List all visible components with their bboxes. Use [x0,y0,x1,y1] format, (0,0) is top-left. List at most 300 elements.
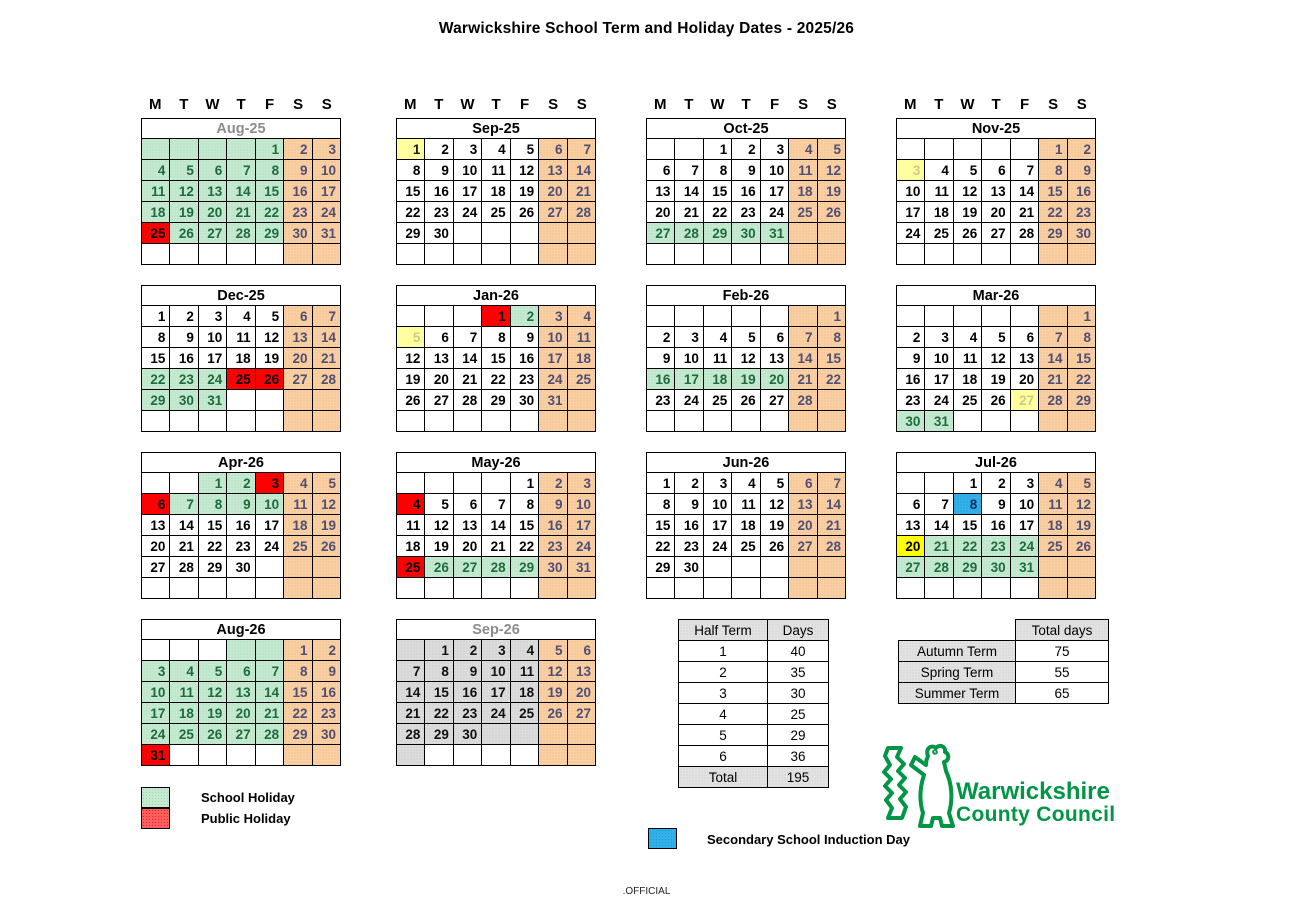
day-cell [1067,244,1095,265]
day-cell [703,411,731,432]
day-cell: 22 [510,536,538,557]
day-cell: 25 [142,223,170,244]
day-cell: 10 [312,160,340,181]
calendar-aug-26 [141,619,341,766]
day-cell [567,244,595,265]
day-cell: 14 [925,515,953,536]
day-cell: 11 [510,661,538,682]
day-cell: 30 [284,223,312,244]
day-cell: 14 [1039,348,1067,369]
day-cell: 28 [817,536,845,557]
day-cell: 5 [397,327,425,348]
day-cell: 21 [170,536,198,557]
day-cell: 12 [510,160,538,181]
day-cell [482,411,510,432]
day-cell: 18 [789,181,817,202]
day-cell: 26 [1067,536,1095,557]
day-cell: 18 [1039,515,1067,536]
day-cell: 8 [142,327,170,348]
day-cell [647,139,675,160]
day-cell: 3 [567,473,595,494]
weekday-header-row [646,96,846,116]
day-cell: 5 [312,473,340,494]
day-cell: 3 [198,306,226,327]
day-cell: 20 [453,536,481,557]
day-cell: 28 [170,557,198,578]
day-cell: 27 [539,202,567,223]
day-cell [397,473,425,494]
day-cell: 3 [312,139,340,160]
day-cell: 12 [255,327,283,348]
day-cell: 30 [982,557,1010,578]
total-label: Total [679,767,768,788]
day-cell: 11 [397,515,425,536]
weekday-label: S [576,96,587,113]
day-cell: 14 [453,348,481,369]
day-cell: 6 [1010,327,1038,348]
day-cell: 20 [142,536,170,557]
day-cell: 5 [760,473,788,494]
day-cell: 23 [647,390,675,411]
day-cell: 7 [789,327,817,348]
day-cell: 1 [703,139,731,160]
day-cell: 26 [255,369,283,390]
day-cell: 24 [760,202,788,223]
term-label: Spring Term [899,662,1016,683]
day-cell: 19 [170,202,198,223]
day-cell: 28 [1010,223,1038,244]
day-cell: 10 [1010,494,1038,515]
day-cell [170,745,198,766]
day-cell: 21 [397,703,425,724]
logo-line1: Warwickshire [956,778,1110,805]
day-cell: 18 [482,181,510,202]
weekday-label: S [826,96,837,113]
day-cell: 19 [397,369,425,390]
day-cell [142,411,170,432]
day-cell: 8 [425,661,453,682]
day-cell [925,306,953,327]
day-cell: 19 [982,369,1010,390]
day-cell [982,578,1010,599]
day-cell: 18 [732,515,760,536]
day-cell: 15 [817,348,845,369]
day-cell: 9 [675,494,703,515]
day-cell: 27 [453,557,481,578]
day-cell [397,306,425,327]
day-cell: 29 [397,223,425,244]
day-cell: 5 [953,160,981,181]
day-cell: 28 [789,390,817,411]
day-cell: 20 [567,682,595,703]
day-cell: 12 [397,348,425,369]
day-cell [760,306,788,327]
day-cell: 18 [567,348,595,369]
day-cell: 18 [925,202,953,223]
day-cell: 17 [703,515,731,536]
day-cell: 9 [227,494,255,515]
day-cell [1039,411,1067,432]
day-cell [312,411,340,432]
day-cell: 7 [312,306,340,327]
day-cell [539,724,567,745]
day-cell: 24 [539,369,567,390]
day-cell: 26 [397,390,425,411]
day-cell: 15 [510,515,538,536]
day-cell: 21 [567,181,595,202]
day-cell: 8 [953,494,981,515]
day-cell: 27 [567,703,595,724]
day-cell: 3 [539,306,567,327]
day-cell [732,578,760,599]
half-term-days: 35 [768,662,829,683]
day-cell: 22 [953,536,981,557]
day-cell: 13 [453,515,481,536]
half-term-number: 4 [679,704,768,725]
day-cell: 19 [255,348,283,369]
day-cell [397,578,425,599]
day-cell: 30 [425,223,453,244]
day-cell: 14 [397,682,425,703]
half-term-days: 25 [768,704,829,725]
day-cell: 7 [227,160,255,181]
day-cell: 28 [482,557,510,578]
day-cell: 19 [510,181,538,202]
day-cell: 31 [539,390,567,411]
day-cell: 7 [482,494,510,515]
day-cell: 18 [703,369,731,390]
half-term-number: 2 [679,662,768,683]
day-cell: 5 [255,306,283,327]
day-cell: 15 [255,181,283,202]
calendar-mar-26 [896,285,1096,432]
day-cell: 26 [312,536,340,557]
day-cell: 8 [647,494,675,515]
half-term-header: Half Term [679,620,768,641]
day-cell: 5 [539,640,567,661]
day-cell: 26 [817,202,845,223]
month-title: Mar-26 [897,286,1096,306]
day-cell: 20 [227,703,255,724]
day-cell: 19 [953,202,981,223]
day-cell [567,724,595,745]
half-term-table [678,619,829,788]
day-cell: 17 [1010,515,1038,536]
day-cell: 9 [453,661,481,682]
weekday-label: F [770,96,780,113]
day-cell: 23 [284,202,312,223]
day-cell: 21 [255,703,283,724]
day-cell [255,411,283,432]
day-cell: 1 [397,139,425,160]
day-cell [953,244,981,265]
day-cell: 6 [284,306,312,327]
day-cell [647,244,675,265]
day-cell: 4 [925,160,953,181]
half-term-number: 3 [679,683,768,704]
day-cell [453,306,481,327]
day-cell: 22 [1039,202,1067,223]
day-cell: 28 [397,724,425,745]
day-cell [982,244,1010,265]
day-cell: 29 [255,223,283,244]
day-cell: 20 [982,202,1010,223]
day-cell [510,578,538,599]
day-cell [170,411,198,432]
day-cell: 10 [675,348,703,369]
day-cell [539,411,567,432]
day-cell: 27 [425,390,453,411]
weekday-label: T [741,96,751,113]
day-cell [482,244,510,265]
day-cell: 2 [284,139,312,160]
day-cell: 10 [703,494,731,515]
day-cell [675,244,703,265]
day-cell [953,306,981,327]
day-cell: 8 [1067,327,1095,348]
half-term-days: 40 [768,641,829,662]
day-cell [1067,578,1095,599]
day-cell: 4 [567,306,595,327]
day-cell [425,411,453,432]
day-cell: 2 [539,473,567,494]
day-cell: 26 [170,223,198,244]
day-cell: 29 [1067,390,1095,411]
day-cell: 10 [567,494,595,515]
day-cell: 1 [817,306,845,327]
day-cell: 15 [647,515,675,536]
weekday-label: F [265,96,275,113]
weekday-label: S [321,96,332,113]
day-cell: 18 [227,348,255,369]
weekday-label: M [149,96,162,113]
day-cell: 18 [170,703,198,724]
day-cell: 28 [925,557,953,578]
day-cell: 20 [897,536,925,557]
day-cell: 1 [953,473,981,494]
day-cell: 13 [760,348,788,369]
day-cell [732,306,760,327]
day-cell: 10 [198,327,226,348]
day-cell: 25 [284,536,312,557]
day-cell: 21 [1010,202,1038,223]
calendar-oct-25 [646,96,846,265]
day-cell: 22 [1067,369,1095,390]
day-cell: 15 [1067,348,1095,369]
weekday-label: T [991,96,1001,113]
day-cell: 26 [425,557,453,578]
day-cell [510,223,538,244]
day-cell [675,411,703,432]
day-cell: 3 [897,160,925,181]
day-cell [1010,578,1038,599]
days-header: Days [768,620,829,641]
day-cell: 15 [284,682,312,703]
day-cell: 3 [453,139,481,160]
day-cell: 2 [1067,139,1095,160]
day-cell [425,578,453,599]
day-cell: 20 [425,369,453,390]
day-cell: 9 [510,327,538,348]
day-cell: 28 [453,390,481,411]
calendar-nov-25 [896,96,1096,265]
day-cell [647,306,675,327]
day-cell: 15 [425,682,453,703]
day-cell [227,244,255,265]
day-cell: 17 [482,682,510,703]
day-cell: 5 [425,494,453,515]
month-title: Oct-25 [647,119,846,139]
day-cell [539,745,567,766]
day-cell: 6 [539,139,567,160]
day-cell: 11 [482,160,510,181]
month-title: Jun-26 [647,453,846,473]
day-cell [789,578,817,599]
day-cell: 28 [227,223,255,244]
day-cell: 12 [312,494,340,515]
page-title: Warwickshire School Term and Holiday Dates - 2025/26 [438,20,855,37]
day-cell [284,244,312,265]
day-cell: 5 [170,160,198,181]
day-cell: 27 [142,557,170,578]
day-cell: 6 [760,327,788,348]
day-cell: 23 [675,536,703,557]
day-cell: 7 [1039,327,1067,348]
day-cell: 19 [539,682,567,703]
day-cell: 6 [647,160,675,181]
day-cell [510,411,538,432]
day-cell: 10 [142,682,170,703]
day-cell [897,473,925,494]
day-cell: 6 [425,327,453,348]
day-cell: 28 [675,223,703,244]
day-cell: 5 [510,139,538,160]
day-cell: 19 [817,181,845,202]
day-cell: 4 [703,327,731,348]
day-cell: 22 [647,536,675,557]
day-cell: 24 [675,390,703,411]
day-cell [982,139,1010,160]
day-cell: 25 [567,369,595,390]
day-cell: 29 [647,557,675,578]
day-cell: 27 [789,536,817,557]
day-cell: 24 [312,202,340,223]
day-cell: 30 [675,557,703,578]
day-cell: 27 [647,223,675,244]
day-cell: 22 [284,703,312,724]
day-cell [539,578,567,599]
day-cell: 6 [789,473,817,494]
day-cell: 2 [982,473,1010,494]
day-cell: 23 [982,536,1010,557]
day-cell: 14 [1010,181,1038,202]
calendar-sep-25 [396,96,596,265]
day-cell: 21 [227,202,255,223]
day-cell [760,578,788,599]
day-cell: 28 [312,369,340,390]
day-cell: 5 [982,327,1010,348]
month-title: Nov-25 [897,119,1096,139]
day-cell: 13 [647,181,675,202]
weekday-label: M [404,96,417,113]
day-cell [284,578,312,599]
day-cell: 10 [453,160,481,181]
day-cell: 25 [925,223,953,244]
day-cell: 13 [227,682,255,703]
day-cell: 6 [142,494,170,515]
term-days: 55 [1016,662,1109,683]
day-cell: 29 [1039,223,1067,244]
day-cell: 13 [284,327,312,348]
day-cell: 4 [1039,473,1067,494]
day-cell: 30 [227,557,255,578]
day-cell: 29 [482,390,510,411]
day-cell: 5 [198,661,226,682]
day-cell [170,578,198,599]
day-cell [510,724,538,745]
month-title: Apr-26 [142,453,341,473]
day-cell: 1 [425,640,453,661]
day-cell [170,473,198,494]
month-title: Jul-26 [897,453,1096,473]
day-cell: 10 [760,160,788,181]
day-cell: 12 [1067,494,1095,515]
day-cell [817,578,845,599]
day-cell: 6 [198,160,226,181]
day-cell [982,306,1010,327]
day-cell: 29 [198,557,226,578]
day-cell: 2 [732,139,760,160]
day-cell: 3 [925,327,953,348]
day-cell: 13 [1010,348,1038,369]
day-cell: 31 [312,223,340,244]
day-cell [453,244,481,265]
day-cell: 16 [284,181,312,202]
day-cell [1010,139,1038,160]
day-cell: 9 [425,160,453,181]
day-cell: 21 [675,202,703,223]
day-cell [703,244,731,265]
day-cell [760,411,788,432]
day-cell: 24 [897,223,925,244]
day-cell: 20 [539,181,567,202]
weekday-label: W [710,96,725,113]
day-cell: 13 [539,160,567,181]
day-cell [675,578,703,599]
day-cell: 12 [539,661,567,682]
day-cell: 1 [142,306,170,327]
day-cell: 16 [897,369,925,390]
half-term-number: 5 [679,725,768,746]
day-cell: 19 [312,515,340,536]
weekday-header-row [896,96,1096,116]
day-cell [675,139,703,160]
day-cell: 13 [198,181,226,202]
day-cell: 18 [142,202,170,223]
day-cell: 26 [198,724,226,745]
day-cell: 28 [567,202,595,223]
day-cell [897,139,925,160]
day-cell: 20 [647,202,675,223]
day-cell [817,223,845,244]
day-cell [198,640,226,661]
weekday-label: W [460,96,475,113]
day-cell [897,578,925,599]
day-cell: 15 [397,181,425,202]
calendar-aug-25 [141,96,341,265]
weekday-header-row [396,96,596,116]
day-cell [567,578,595,599]
